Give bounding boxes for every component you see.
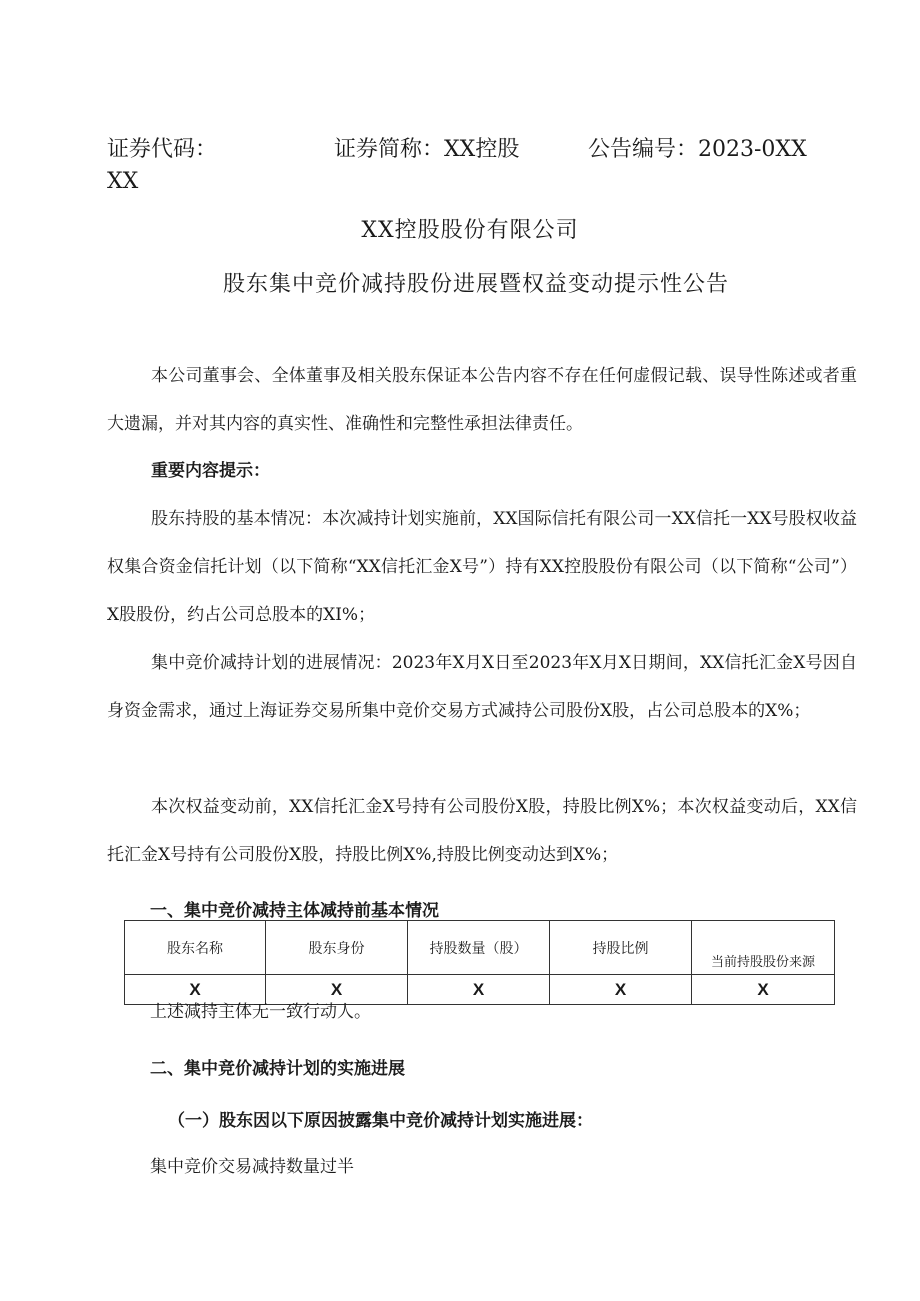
notice-number-wrap: XX — [107, 169, 139, 194]
col-header-shareholder-identity: 股东身份 — [266, 921, 408, 975]
cell-shares-held: X — [408, 975, 550, 1005]
notice-number: 公告编号：2023-0XX — [588, 137, 807, 162]
security-code-label: 证券代码： — [107, 137, 218, 162]
reduction-progress-info: 集中竞价减持计划的进展情况：2023年X月X日至2023年X月X日期间，XX信托汇金X号因自身资金需求，通过上海证券交易所集中竞价交易方式减持公司股份X股，占公司总股本的X%； — [107, 653, 857, 721]
company-title: XX控股股份有限公司 — [361, 218, 579, 243]
col-header-share-source: 当前持股股份来源 — [692, 921, 835, 975]
security-short-name: 证券简称：XX控股 — [334, 137, 520, 162]
disclosure-reason: 集中竞价交易减持数量过半 — [150, 1157, 354, 1177]
board-statement: 本公司董事会、全体董事及相关股东保证本公告内容不存在任何虚假记载、误导性陈述或者重大遗漏，并对其内容的真实性、准确性和完整性承担法律责任。 — [107, 366, 857, 434]
col-header-holding-ratio: 持股比例 — [550, 921, 692, 975]
cell-shareholder-name: X — [125, 975, 266, 1005]
no-concert-party-note: 上述减持主体无一致行动人。 — [150, 1002, 371, 1022]
section-1-heading: 一、集中竞价减持主体减持前基本情况 — [150, 901, 439, 921]
cell-share-source: X — [692, 975, 835, 1005]
holding-basic-info: 股东持股的基本情况：本次减持计划实施前，XX国际信托有限公司一XX信托一XX号股权收益权集合资金信托计划（以下简称“XX信托汇金X号”）持有XX控股股份有限公司（以下简称“公司”）X股股份，约占公司总股本的XI%； — [107, 509, 857, 625]
header-line — [107, 133, 827, 167]
col-header-shareholder-name: 股东名称 — [125, 921, 266, 975]
key-points-heading: 重要内容提示： — [151, 461, 270, 481]
section-2-heading: 二、集中竞价减持计划的实施进展 — [150, 1059, 405, 1079]
table-header-row — [125, 921, 835, 975]
section-2-subheading: （一）股东因以下原因披露集中竞价减持计划实施进展： — [168, 1111, 593, 1131]
cell-holding-ratio: X — [550, 975, 692, 1005]
equity-change-info: 本次权益变动前，XX信托汇金X号持有公司股份X股，持股比例X%；本次权益变动后，XX信托汇金X号持有公司股份X股，持股比例X%,持股比例变动达到X%； — [107, 797, 857, 865]
col-header-shares-held: 持股数量（股） — [408, 921, 550, 975]
announcement-title: 股东集中竞价减持股份进展暨权益变动提示性公告 — [222, 272, 729, 297]
cell-shareholder-identity: X — [266, 975, 408, 1005]
